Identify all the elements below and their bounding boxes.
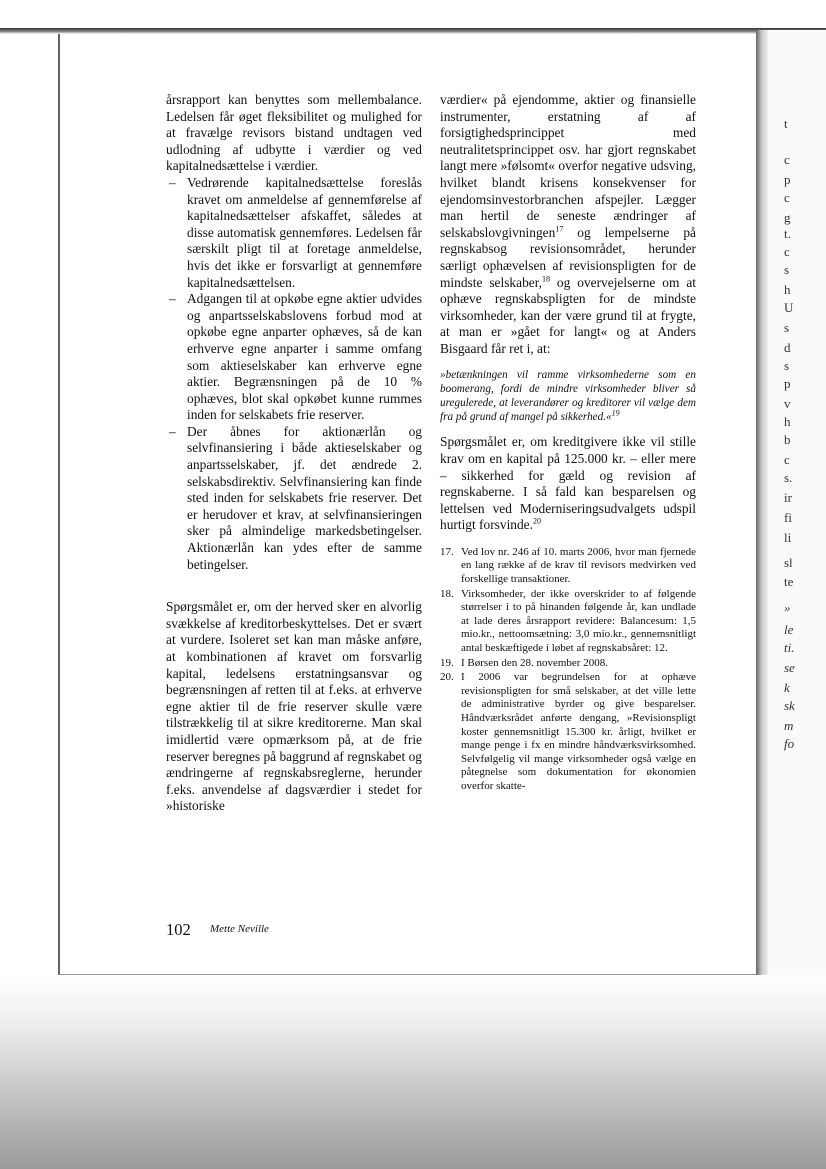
adjacent-page-fragment: c [784, 452, 790, 467]
adjacent-page-fragment: c [784, 244, 790, 259]
adjacent-page-fragment: » [784, 600, 791, 615]
adjacent-page-fragment: ti. [784, 640, 795, 655]
adjacent-page-fragment: c [784, 152, 790, 167]
adjacent-page-fragment: ir [784, 490, 792, 505]
footnote-ref-17[interactable]: 17 [555, 224, 564, 234]
adjacent-page-fragment: fi [784, 510, 792, 525]
adjacent-page-fragment: t. [784, 226, 791, 241]
adjacent-page-fragment: p [784, 376, 791, 391]
right-column [440, 92, 696, 795]
footnote-ref-19[interactable]: 19 [611, 408, 620, 418]
adjacent-page-fragment: d [784, 340, 791, 355]
adjacent-page-fragment: p [784, 172, 791, 187]
adjacent-page-fragment: h [784, 282, 791, 297]
adjacent-page-fragment: fo [784, 736, 795, 751]
adjacent-page-fragment: m [784, 718, 794, 733]
bullet-item: – Vedrørende kapitalnedsættelse foreslås kravet om anmeldelse af gennemførelse af kapitalnedsættelser afskaffet, således at disse automatisk gennemføres. Ledelsen får særskilt pligt til at foretage anmeldelse, hvis det ikke er forsvarligt at gennemføre kapitalnedsættelsen. [166, 175, 422, 291]
body-paragraph: værdier« på ejendomme, aktier og finansielle instrumenter, erstatning af af forsigtighedsprincippet med neutralitetsprincippet osv. har gjort regnskabet langt mere »følsomt« overfor negative udsving, hvilket blandt krisens konsekvenser for ejendomsinvestorbranchen afspejler. Lægger man hertil de seneste ændringer af selskabslovgivningen$^{17}$ og lempelserne på regnskabsog revisionsområdet, herunder særligt ophævelsen af revisionspligten for de mindste selskaber,$^{18}$ og overvejelserne om at ophæve regnskabspligten for de mindste virksomheder, kan der være grund til at frygte, at man er »gået for langt« og at Anders Bisgaard får ret i, at: [440, 92, 696, 356]
bullet-item: – Der åbnes for aktionærlån og selvfinansiering i både aktieselskaber og anpartsselskaber, jf. det ændrede 2. selskabsdirektiv. Selvfinansiering kan finde sted inden for selskabets frie reserver. Det er herudover et krav, at selvfinansieringen sker på almindelige markedsbetingelser. Aktionærlån kan ydes efter de samme betingelser. [166, 424, 422, 573]
adjacent-page-fragment: h [784, 414, 791, 429]
intro-paragraph: årsrapport kan benyttes som mellembalance. Ledelsen får øget fleksibilitet og mulighed for at fravælge revisors bistand undtagen ved udlodning af udbytte i værdier og ved kapitalnedsættelse i værdier. [166, 92, 422, 174]
footnote-item: 18. Virksomheder, der ikke overskrider to af følgende størrelser i to på hinanden følgende år, kan undlade at lade deres årsrapport revidere: Balancesum: 1,5 mio.kr., nettoomsætning: 3,0 mio.kr., gennemsnitligt antal beskæftigede i løbet af regnskabsåret: 12. [440, 587, 696, 655]
adjacent-page-fragment: g [784, 210, 791, 225]
adjacent-page-fragment: te [784, 574, 794, 589]
adjacent-page-fragment: s [784, 358, 790, 373]
footnote-ref-18[interactable]: 18 [541, 274, 550, 284]
running-footer-author: Mette Neville [210, 923, 269, 935]
bullet-item: – Adgangen til at opkøbe egne aktier udvides og anpartsselskabslovens forbud mod at opkøbe egne anparter ophæves, så de kan erhverve egne anparter i samme omfang som aktieselskaber kan erhverve egne aktier. Begrænsningen på de 10 % ophæves, blot skal opkøbet kunne rummes inden for selskabets frie reserver. [166, 291, 422, 424]
adjacent-page-fragment: k [784, 680, 790, 695]
scan-shadow [0, 975, 826, 1169]
adjacent-page-fragment: s. [784, 470, 793, 485]
adjacent-page-fragment: t [784, 116, 788, 131]
block-quote: »betænkningen vil ramme virksomhederne som en boomerang, fordi de mindre virksomheder bliver så uregulerede, at leverandører og kreditorer vil vælge dem fra på grund af mangel på sikkerhed.«$^{19}$ [440, 368, 696, 424]
body-paragraph: Spørgsmålet er, om kreditgivere ikke vil stille krav om en kapital på 125.000 kr. – eller mere – sikkerhed for gæld og revision af regnskaberne. I så fald kan besparelsen og lettelsen ved Moderniseringsudvalgets udspil hurtigt forsvinde.$^{20}$ [440, 434, 696, 533]
body-paragraph: Spørgsmålet er, om der herved sker en alvorlig svækkelse af kreditorbeskyttelses. Det er svært at vurdere. Isoleret set kan man måske anføre, at kombinationen af kravet om forsvarlig kapital, ledelsens erstatningsansvar og begrænsningen af retten til at f.eks. at erhverve egne aktier til de frie reserver skulle være tilstrækkelig til at sikre kreditorerne. Man skal imidlertid være opmærksom på, at de frie reserver beregnes på baggrund af regnskabet og ændringerne af regnskabsreglerne, herunder f.eks. anvendelse af dagsværdier i stedet for »historiske [166, 599, 422, 814]
adjacent-page-fragment: s [784, 320, 790, 335]
adjacent-page-fragment: U [784, 300, 794, 315]
adjacent-page-fragment: sk [784, 698, 795, 713]
footnote-ref-20[interactable]: 20 [532, 516, 541, 526]
footnote-item: 17. Ved lov nr. 246 af 10. marts 2006, hvor man fjernede en lang række af de krav til revisors medvirken ved forskellige transaktioner. [440, 545, 696, 586]
adjacent-page-fragment: c [784, 190, 790, 205]
adjacent-page-fragment: b [784, 432, 791, 447]
bullet-list [166, 175, 422, 573]
footnote-list [440, 546, 696, 794]
adjacent-page-fragment: li [784, 530, 792, 545]
footnote-item: 20. I 2006 var begrundelsen for at ophæve revisionspligten for små selskaber, at det ville lette de administrative byrder og give besparelser. Håndværksrådet anførte dengang, »Revisionspligt koster gennemsnitligt 15.300 kr. årligt, hvilket er mange penge i fx en mindre håndværksvirksomhed. Selvfølgelig vil mange virksomheder også vælge en påtegnelse som dokumentation for økonomien overfor skatte- [440, 671, 696, 792]
adjacent-page-fragment: s [784, 262, 790, 277]
adjacent-page-fragment: v [784, 396, 791, 411]
left-column [166, 92, 422, 815]
footnote-item: 19. I Børsen den 28. november 2008. [440, 656, 608, 669]
adjacent-page-fragment: se [784, 660, 795, 675]
adjacent-page-fragment: sl [784, 555, 793, 570]
adjacent-page-fragment: le [784, 622, 794, 637]
page-number: 102 [166, 920, 191, 939]
